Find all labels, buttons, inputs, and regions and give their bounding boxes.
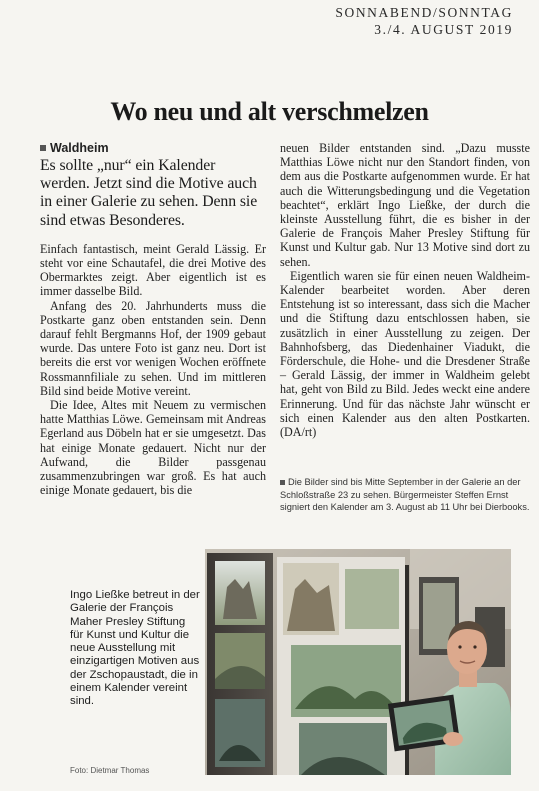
gallery-photo-illustration: [205, 549, 511, 775]
info-note: [280, 476, 532, 514]
article-column-right: [280, 141, 530, 439]
place-name: Waldheim: [50, 141, 109, 155]
paragraph: Anfang des 20. Jahrhunderts muss die Postkarte ganz oben entstanden sein. Denn darauf fehlt Bergmanns Hof, der 1909 gebaut wurde. Das untere Foto ist ganz neu. Dort ist bereits die erst vor wenigen Wochen eröffnete Rossmannfiliale zu sehen. Und im mittleren Bild sind beide Motive vereint.: [40, 298, 266, 398]
dateline-day: SONNABEND/SONNTAG: [335, 5, 513, 20]
square-bullet-icon: [40, 145, 46, 151]
body-text-left: [40, 242, 266, 498]
dateline-date: 3./4. AUGUST 2019: [374, 22, 513, 37]
lead-paragraph: Es sollte „nur“ ein Kalender werden. Jetzt sind die Motive auch in einer Galerie zu sehen. Denn sie sind etwas Besonderes.: [40, 157, 258, 229]
paragraph: neuen Bilder entstanden sind. „Dazu musste Matthias Löwe nicht nur den Standort finden, von dem aus die Postkarte aufgenommen wurde. Er hat auch die Witterungsbedingung und die Vegetation beachtet“, erklärt Ingo Ließke, der durch die kleinste Ausstellung führt, die es bisher in der Galerie de François Maher Presley Stiftung für Kunst und Kultur gab. Nur 13 Motive sind dort zu sehen.: [280, 141, 530, 269]
paragraph: Eigentlich waren sie für einen neuen Waldheim-Kalender bearbeitet worden. Aber deren Entstehung ist so interessant, dass sich die Macher und die Stiftung dazu entschlossen haben, sie zusätzlich in einer Ausstellung zu zeigen. Der Bahnhofsberg, das Diedenhainer Viadukt, die Förderschule, die Hohe- und die Dresdener Straße – Gerald Lässig, der immer in Waldheim gelebt hat, geht von Bild zu Bild. Jedes weckt eine andere Erinnerung. Und für das nächste Jahr wünscht er sich einen Kalender aus den alten Postkarten. (DA/rt): [280, 268, 530, 440]
article-column-left: [40, 141, 266, 497]
paragraph: Die Idee, Altes mit Neuem zu vermischen hatte Matthias Löwe. Gemeinsam mit Andreas Egerland aus Döbeln hat er sie umgesetzt. Das hat einige Monate gedauert. Nicht nur der Aufwand, die Bilder passgenau zusammenzubringen war groß. Es hat auch einige Monate gedauert, bis die: [40, 398, 266, 498]
info-note-text: Die Bilder sind bis Mitte September in der Galerie an der Schloßstraße 23 zu sehen. Bürgermeister Steffen Ernst signiert den Kalender am 3. August ab 11 Uhr bei Dierbooks.: [280, 477, 530, 513]
dateline: [293, 4, 513, 38]
paragraph: Einfach fantastisch, meint Gerald Lässig. Er steht vor eine Schautafel, die drei Motive des Obermarktes zeigt. Aber eigentlich ist es immer dasselbe Bild.: [40, 241, 266, 299]
headline: Wo neu und alt verschmelzen: [110, 97, 429, 126]
square-bullet-icon: [280, 480, 285, 485]
photo-caption: Ingo Ließke betreut in der Galerie der François Maher Presley Stiftung für Kunst und Kultur die neue Ausstellung mit einzigartigen Motiven aus der Zschopaustadt, die in einem Kalender vereint sind.: [70, 589, 200, 708]
dateline-place: [40, 141, 266, 156]
article-photo: [205, 549, 511, 775]
body-text-right: [280, 141, 530, 439]
photo-credit: Foto: Dietmar Thomas: [70, 766, 150, 775]
